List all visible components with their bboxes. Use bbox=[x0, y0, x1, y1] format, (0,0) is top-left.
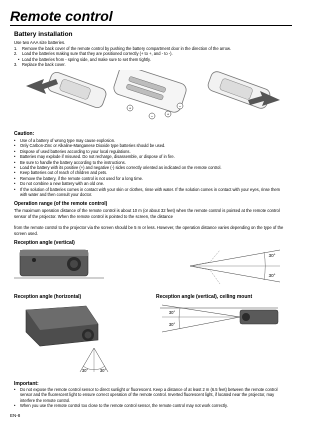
horizontal-angle-figure bbox=[14, 302, 144, 374]
vertical-angle-figure bbox=[14, 246, 286, 292]
important-list bbox=[14, 387, 286, 409]
caution-item: • If the solution of batteries comes in contact with your skin or clothes, rinse with water. If the solution comes in contact with your eyes, rinse them with water and then consult your doctor. bbox=[14, 187, 286, 198]
projector-top-illustration bbox=[26, 306, 98, 346]
ceiling-angle-heading: Reception angle (vertical), ceiling mount bbox=[156, 294, 253, 300]
projector-illustration bbox=[20, 250, 88, 276]
angle-label: 30° bbox=[268, 253, 276, 258]
battery-step: 3. Replace the back cover. bbox=[14, 61, 66, 67]
caution-item: • Be sure to handle the battery according to the instructions. bbox=[14, 160, 286, 165]
caution-heading: Caution: bbox=[14, 131, 35, 137]
horizontal-angle-heading: Reception angle (horizontal) bbox=[14, 294, 82, 300]
caution-item: • Batteries may explode if misused. Do not recharge, disassemble, or dispose of in fire. bbox=[14, 154, 286, 159]
caution-list bbox=[14, 138, 286, 197]
important-heading: Important: bbox=[14, 381, 39, 387]
operation-heading: Operation range (of the remote control) bbox=[14, 201, 108, 207]
angle-label: 30° bbox=[268, 273, 276, 278]
operation-paragraph: The maximum operation distance of the remote control is about 10 m (or about 32 feet) when the remote control is pointed at the remote control sensor of the projector. When the remote control is pointed to the screen, the distance bbox=[14, 208, 280, 219]
page-code: EN-8 bbox=[10, 413, 21, 418]
angle-label: 30° bbox=[168, 310, 176, 315]
angle-label: 30° bbox=[99, 368, 107, 373]
battery-heading: Battery installation bbox=[14, 31, 73, 38]
battery-steps bbox=[14, 46, 286, 67]
caution-item: • Load the battery with its positive (+) and negative (-) sides correctly oriented as indicated on the remote control. bbox=[14, 165, 286, 170]
caution-item: • Remove the battery, if the remote control is not used for a long time. bbox=[14, 176, 286, 181]
minus-label: − bbox=[150, 113, 154, 119]
remote-batteries-illustration bbox=[112, 70, 188, 119]
angle-label: 30° bbox=[81, 368, 89, 373]
battery-step: 1. Remove the back cover of the remote control by pushing the battery compartment door in the direction of the arrow. bbox=[14, 46, 231, 51]
battery-intro: Use two AAA size batteries. bbox=[14, 40, 66, 45]
plus-label: + bbox=[128, 105, 132, 111]
caution-item: • Do not combine a new battery with an old one. bbox=[14, 181, 286, 186]
battery-substep: • Load the batteries from - spring side, and make sure to set them tightly. bbox=[14, 57, 286, 62]
minus-label: − bbox=[178, 103, 182, 109]
caution-item: • Keep batteries out of reach of children and pets. bbox=[14, 170, 286, 175]
caution-item: • Use of a battery of wrong type may cause explosion. bbox=[14, 138, 286, 143]
operation-paragraph: from the remote control to the projector via the screen should be 5 m or less. However, the operation distance varies depending on the type of the screen used. bbox=[14, 225, 284, 236]
ceiling-angle-figure bbox=[152, 302, 286, 342]
ceiling-projector-illustration bbox=[240, 310, 278, 324]
angle-label: 30° bbox=[168, 322, 176, 327]
battery-figure bbox=[20, 70, 285, 128]
vertical-angle-heading: Reception angle (vertical) bbox=[14, 240, 75, 246]
page-title: Remote control bbox=[10, 8, 113, 24]
remote-cover-replace-illustration bbox=[206, 70, 280, 110]
important-item: • When you use the remote control too close to the remote control sensor, the remote control may not work correctly. bbox=[14, 403, 286, 408]
battery-step: 2. Load the batteries making sure that they are positioned correctly (+ to +, and - to -). bbox=[14, 51, 173, 57]
title-rule bbox=[10, 25, 292, 26]
caution-item: • Dispose of used batteries according to your local regulations. bbox=[14, 149, 286, 154]
remote-cover-removal-illustration bbox=[26, 71, 108, 110]
important-item: • Do not expose the remote control sensor to direct sunlight or fluorescent. Keep a distance of at least 2 m (6.5 feet) between the remote control sensor and the fluorescent light to ensure correct operation of the remote control. Inverted fluorescent light, if located near the projector, may interfere the remote control. bbox=[14, 387, 286, 403]
plus-label: + bbox=[166, 111, 170, 117]
caution-item: • Only Carbon-Zinc or Alkaline-Manganese Dioxide type batteries should be used. bbox=[14, 143, 286, 148]
